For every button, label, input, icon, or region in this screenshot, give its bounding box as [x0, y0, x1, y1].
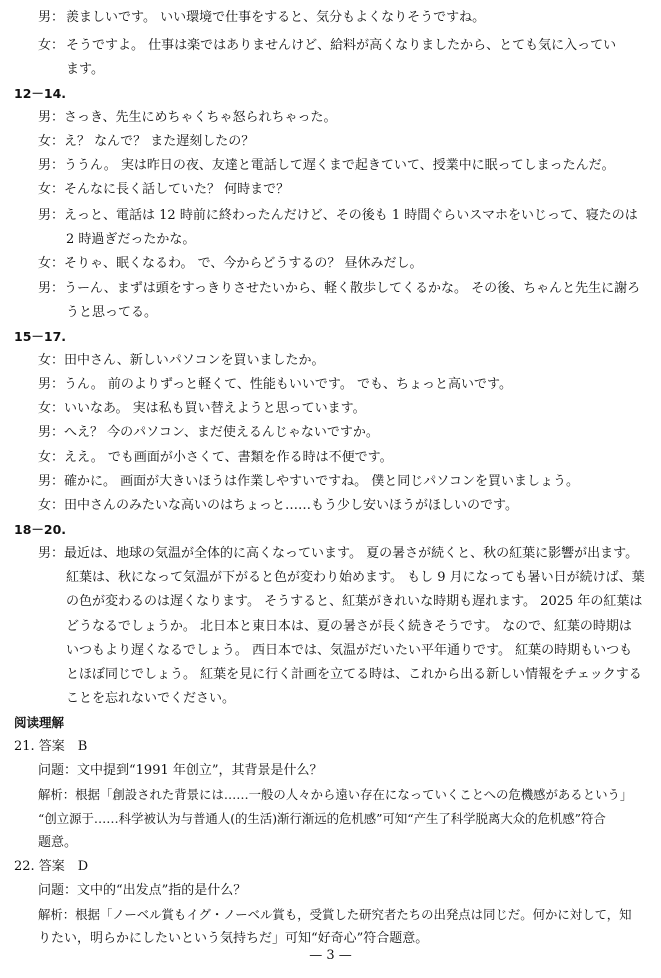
line-text: うーん、まずは頭をすっきりさせたいから、軽く散歩してくるかな。 その後、ちゃんと先生に謝ろ	[64, 281, 641, 296]
dialogue-line	[38, 497, 518, 515]
page-number: — 3 —	[309, 948, 352, 963]
dialogue-line	[38, 449, 393, 467]
speaker-label: 女：	[38, 498, 65, 513]
section-number: 12－14.	[14, 86, 67, 101]
section-number: 18－20.	[14, 522, 67, 537]
speaker-label: 男：	[38, 281, 65, 296]
line-text: ます。	[66, 62, 104, 77]
speaker-label: 女：	[38, 256, 65, 271]
line-text: ええ。 でも画面が小さくて、書類を作る時は不便です。	[64, 450, 393, 465]
line-text: 確かに。 画面が大きいほうは作業しやすいですね。 僕と同じパソコンを買いましょう。	[64, 474, 580, 489]
section-number: 15－17.	[14, 329, 67, 344]
dialogue-line	[38, 207, 638, 225]
speaker-label: 男：	[38, 208, 65, 223]
dialogue-line	[38, 400, 366, 418]
answer-line: 22. 答案 D	[14, 859, 89, 874]
question-text: 问题：文中的“出发点”指的是什么？	[38, 883, 247, 898]
dialogue-line-continued	[66, 618, 632, 636]
answer-line: 21. 答案 B	[14, 739, 88, 754]
line-text: 最近は、地球の気温が全体的に高くなっています。 夏の暑さが続くと、秋の紅葉に影響が出ます。	[64, 546, 639, 561]
dialogue-line	[38, 352, 325, 370]
line-text: ことを忘れないでください。	[66, 691, 236, 706]
analysis-text: 解析：根据「創設された背景には……一般の人々から遠い存在になっていくことへの危機感があるという」	[38, 787, 633, 802]
line-text: 田中さん、新しいパソコンを買いましたか。	[64, 353, 325, 368]
line-text: 田中さんのみたいな高いのはちょっと……もう少し安いほうがほしいのです。	[64, 498, 518, 513]
line-text: どうなるでしょうか。 北日本と東日本は、夏の暑さが長く続きそうです。 なので、紅葉の時期は	[66, 619, 632, 634]
speaker-label: 男：	[38, 158, 65, 173]
line-text: 羨ましいです。 いい環境で仕事をすると、気分もよくなりそうですね。	[66, 10, 486, 25]
speaker-label: 男：	[38, 546, 65, 561]
dialogue-line-continued	[66, 569, 645, 587]
speaker-label: 男：	[38, 377, 65, 392]
speaker-label: 女：	[38, 450, 65, 465]
speaker-label: 女：	[38, 353, 65, 368]
dialogue-line	[38, 157, 615, 175]
dialogue-line	[38, 37, 616, 55]
dialogue-line-continued	[66, 690, 235, 708]
speaker-label: 男：	[38, 110, 65, 125]
dialogue-line-continued	[66, 666, 642, 684]
dialogue-line	[38, 181, 289, 199]
line-text: そんなに長く話していた？ 何時まで？	[64, 182, 290, 197]
line-text: そりゃ、眠くなるわ。 で、今からどうするの？ 昼休みだし。	[64, 256, 423, 271]
speaker-label: 男：	[38, 10, 65, 25]
line-text: そうですよ。 仕事は楽ではありませんけど、給料が高くなりましたから、とても気に入ってい	[66, 38, 617, 53]
line-text: さっき、先生にめちゃくちゃ怒られちゃった。	[64, 110, 337, 125]
dialogue-line-continued	[66, 304, 157, 322]
dialogue-line-continued	[66, 642, 632, 660]
speaker-label: 女：	[38, 401, 65, 416]
dialogue-line-continued	[66, 61, 104, 79]
dialogue-line	[38, 473, 579, 491]
dialogue-line	[38, 109, 337, 127]
line-text: の色が変わるのは遅くなります。 そうすると、紅葉がきれいな時期も遅れます。 2025 年の紅葉は	[66, 594, 643, 609]
line-text: いいなあ。 実は私も買い替えようと思っています。	[64, 401, 366, 416]
speaker-label: 女：	[38, 182, 65, 197]
speaker-label: 女：	[38, 38, 65, 53]
analysis-text: りたい，明らかにしたいという気持ちだ」可知“好奇心”符合题意。	[38, 931, 429, 946]
dialogue-line	[38, 376, 512, 394]
dialogue-line	[38, 255, 423, 273]
dialogue-line	[38, 424, 379, 442]
dialogue-line-continued	[66, 231, 195, 249]
speaker-label: 男：	[38, 474, 65, 489]
line-text: へえ？ 今のパソコン、まだ使えるんじゃないですか。	[64, 425, 379, 440]
dialogue-line	[38, 545, 638, 563]
speaker-label: 男：	[38, 425, 65, 440]
dialogue-line	[38, 133, 254, 151]
dialogue-line-continued	[66, 593, 642, 611]
analysis-text: 解析：根据「ノーベル賞もイグ・ノーベル賞も，受賞した研究者たちの出発点は同じだ。何かに対して，知	[38, 907, 632, 922]
line-text: いつもより遅くなるでしょう。 西日本では、気温がだいたい平年通りです。 紅葉の時期もいつも	[66, 643, 633, 658]
line-text: うん。 前のよりずっと軽くて、性能もいいです。 でも、ちょっと高いです。	[64, 377, 512, 392]
question-text: 问题：文中提到“1991 年创立”，其背景是什么？	[38, 763, 323, 778]
line-text: え？ なんで？ また遅刻したの？	[64, 134, 255, 149]
dialogue-line	[38, 280, 640, 298]
line-text: 紅葉は、秋になって気温が下がると色が変わり始めます。 もし 9 月になっても暑い日が続けば、葉	[66, 570, 645, 585]
speaker-label: 女：	[38, 134, 65, 149]
analysis-text: 题意。	[38, 835, 78, 850]
section-heading: 阅读理解	[14, 715, 65, 730]
line-text: ううん。 実は昨日の夜、友達と電話して遅くまで起きていて、授業中に眠ってしまったんだ。	[64, 158, 615, 173]
line-text: うと思ってる。	[66, 305, 158, 320]
line-text: 2 時過ぎだったかな。	[66, 232, 196, 247]
dialogue-line	[38, 9, 485, 27]
analysis-text: “创立源于……科学被认为与普通人(的生活)渐行渐远的危机感”可知“产生了科学脱离大众的危机感”符合	[38, 811, 606, 826]
line-text: えっと、電話は 12 時前に終わったんだけど、その後も 1 時間ぐらいスマホをいじって、寝たのは	[64, 208, 638, 223]
line-text: とほぼ同じでしょう。 紅葉を見に行く計画を立てる時は、これから出る新しい情報をチェックする	[66, 667, 642, 682]
